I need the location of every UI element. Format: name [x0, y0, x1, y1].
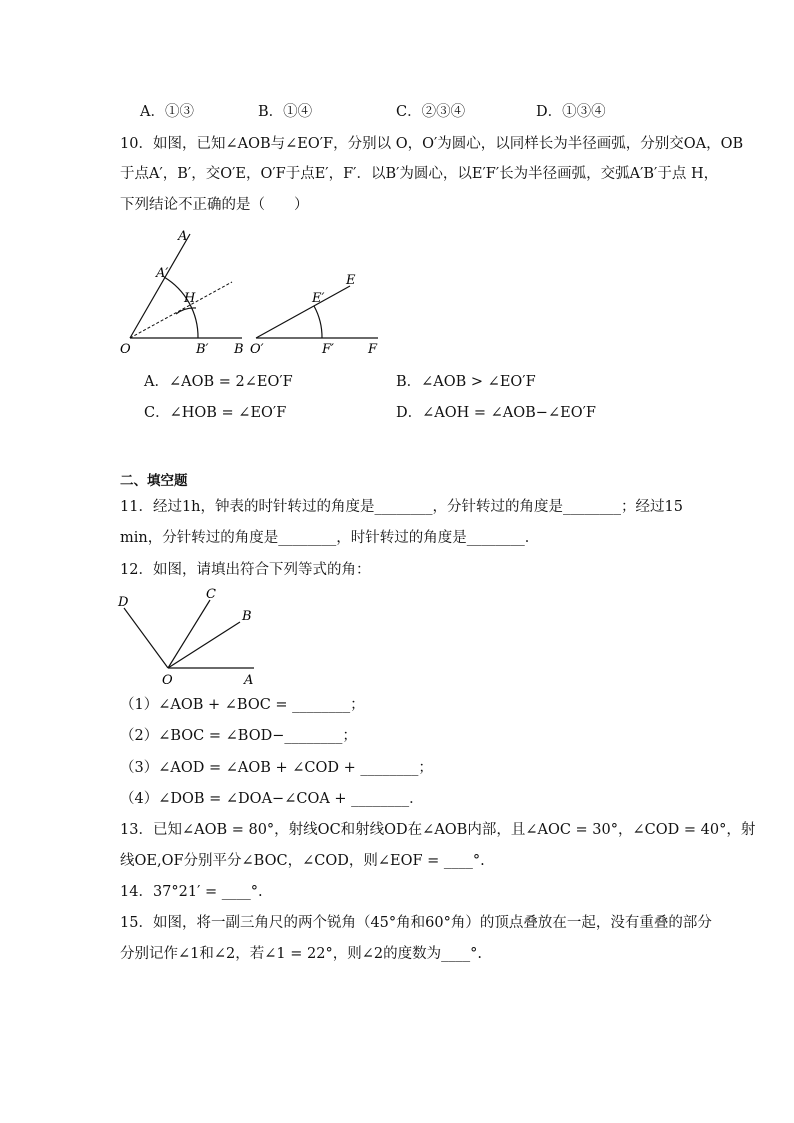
q12-item-4: （4）∠DOB = ∠DOA−∠COA + ________． [120, 791, 424, 807]
q10-ray-oa [130, 234, 190, 338]
q10-text-line1: 10．如图，已知∠AOB与∠EO′F，分别以 O，O′为圆心，以同样长为半径画弧，分别交OA，OB [120, 136, 744, 152]
q12-label-c: C [206, 587, 216, 602]
q10-option-c: C．∠HOB = ∠EO′F [144, 405, 287, 421]
q10-option-b: B．∠AOB > ∠EO′F [396, 374, 536, 390]
q12-label-a: A [244, 673, 254, 688]
q12-label-o: O [162, 673, 173, 688]
q11-text-line1: 11．经过1h，钟表的时针转过的角度是________，分针转过的角度是________；经过15 [120, 499, 683, 515]
q10-label-a-prime: A′ [156, 266, 169, 281]
q12-intro: 12．如图，请填出符合下列等式的角： [120, 562, 371, 578]
q11-text-line2: min，分针转过的角度是________，时针转过的角度是________． [120, 530, 540, 546]
q10-option-d: D．∠AOH = ∠AOB−∠EO′F [396, 405, 596, 421]
q15-text-line1: 15．如图，将一副三角尺的两个锐角（45°角和60°角）的顶点叠放在一起，没有重叠的部分 [120, 915, 712, 931]
q10-label-o-prime: O′ [250, 342, 264, 357]
q10-label-e: E [346, 273, 356, 288]
q12-item-1: （1）∠AOB + ∠BOC = ________； [120, 697, 365, 713]
q13-text-line1: 13．已知∠AOB = 80°，射线OC和射线OD在∠AOB内部，且∠AOC = 30°，∠COD = 40°，射 [120, 822, 756, 838]
q12-figure [112, 584, 272, 688]
q9-option-c: C．②③④ [396, 104, 466, 120]
section-title: 二、填空题 [120, 473, 188, 489]
q10-option-a: A．∠AOB = 2∠EO′F [144, 374, 293, 390]
q10-text-line2: 于点A′，B′，交O′E，O′F于点E′，F′．以B′为圆心，以E′F′长为半径画弧，交弧A′B′于点 H， [120, 166, 719, 182]
q10-label-f-prime: F′ [322, 342, 334, 357]
q10-ray-oe [256, 286, 350, 338]
q14-text: 14．37°21′ = ____°. [120, 884, 263, 900]
q9-option-d: D．①③④ [536, 104, 606, 120]
q12-item-2: （2）∠BOC = ∠BOD−________； [120, 728, 357, 744]
q10-figure [110, 222, 400, 362]
q10-label-b: B [234, 342, 244, 357]
q12-label-d: D [118, 595, 129, 610]
q10-label-e-prime: E′ [312, 291, 325, 306]
q9-option-b: B．①④ [258, 104, 313, 120]
q10-text-line3: 下列结论不正确的是（ ） [120, 197, 309, 213]
q12-label-b: B [242, 609, 252, 624]
q10-arc-ef [314, 306, 322, 338]
q10-label-a: A [178, 229, 188, 244]
q10-label-h: H [184, 291, 196, 306]
q15-text-line2: 分别记作∠1和∠2，若∠1 = 22°，则∠2的度数为____°. [120, 946, 482, 962]
q10-label-o: O [120, 342, 131, 357]
q10-label-f: F [368, 342, 378, 357]
q12-item-3: （3）∠AOD = ∠AOB + ∠COD + ________； [120, 760, 433, 776]
q12-ray-od [124, 608, 168, 668]
q9-option-a: A．①③ [140, 104, 194, 120]
q12-ray-oc [168, 600, 210, 668]
q13-text-line2: 线OE,OF分别平分∠BOC，∠COD，则∠EOF = ____°. [120, 853, 485, 869]
q12-ray-ob [168, 622, 240, 668]
q10-label-b-prime: B′ [196, 342, 209, 357]
